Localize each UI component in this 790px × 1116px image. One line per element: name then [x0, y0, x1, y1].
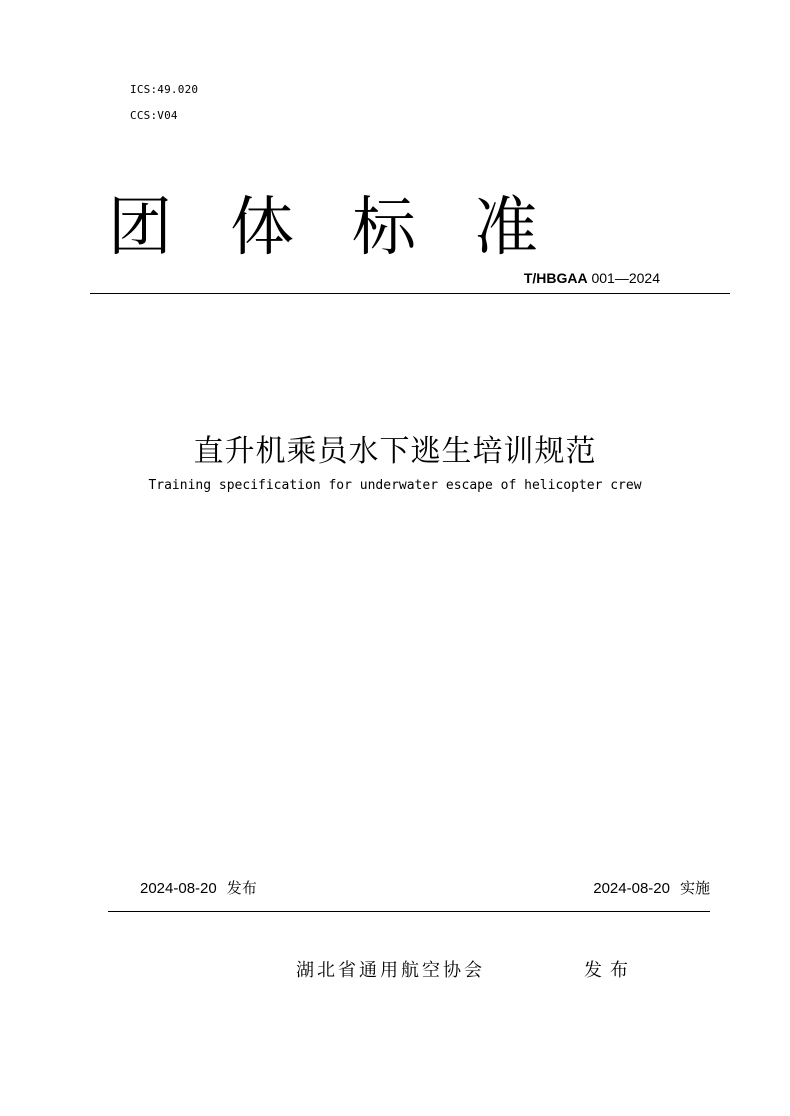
header-divider: [90, 293, 730, 294]
standard-number-value: 001—2024: [591, 270, 660, 286]
document-type-heading: [108, 188, 548, 268]
document-type-char: 准: [474, 191, 538, 265]
issue-date-label: 发布: [226, 879, 257, 897]
title-english: Training specification for underwater escape of helicopter crew: [148, 478, 642, 493]
implementation-date-value: 2024-08-20: [593, 880, 670, 897]
issue-date: [140, 877, 257, 898]
standard-number: [524, 270, 660, 286]
document-type-char: 标: [352, 191, 416, 265]
document-type-char: 体: [230, 191, 294, 265]
title-chinese: 直升机乘员水下逃生培训规范: [193, 434, 597, 469]
publish-label: 发布: [584, 960, 636, 981]
footer-divider: [108, 911, 710, 912]
publisher-name: 湖北省通用航空协会: [296, 960, 485, 981]
implementation-date: [593, 877, 710, 898]
issue-date-value: 2024-08-20: [140, 880, 217, 897]
ics-code: ICS:49.020: [130, 83, 199, 96]
ccs-code: CCS:V04: [130, 109, 178, 122]
standard-number-prefix: T/HBGAA: [523, 270, 588, 286]
implementation-date-label: 实施: [679, 879, 710, 897]
document-type-char: 团: [108, 191, 172, 265]
